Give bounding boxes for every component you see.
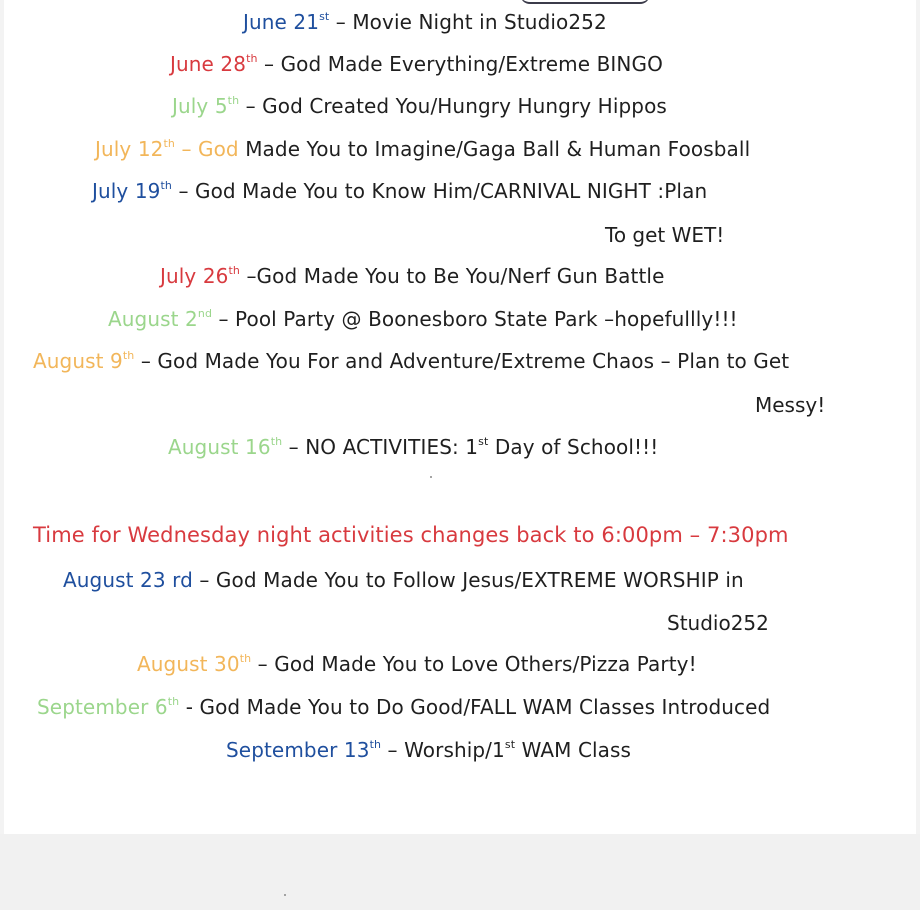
- event-text: Made You to Imagine/Gaga Ball & Human Foosball: [238, 137, 751, 161]
- event-date: July 19th: [92, 179, 172, 203]
- event-text-continuation: Studio252: [667, 611, 769, 635]
- schedule-line: [33, 347, 789, 375]
- scan-background: [0, 834, 920, 910]
- date-suffix: th: [246, 52, 258, 65]
- schedule-line: [63, 566, 744, 594]
- event-text: – God Made You to Love Others/Pizza Party!: [251, 652, 697, 676]
- schedule-line: [108, 305, 738, 333]
- top-decoration: [520, 0, 650, 4]
- event-text: – God Made You For and Adventure/Extreme Chaos – Plan to Get: [134, 349, 790, 373]
- event-text: – God Made You to Follow Jesus/EXTREME WORSHIP in: [192, 568, 744, 592]
- event-text: –God Made You to Be You/Nerf Gun Battle: [239, 264, 665, 288]
- schedule-line: [160, 262, 664, 290]
- event-text: WAM Class: [515, 738, 632, 762]
- schedule-line: [37, 693, 770, 721]
- schedule-line: [226, 736, 631, 764]
- date-suffix: th: [167, 695, 180, 708]
- schedule-line: [243, 8, 607, 36]
- event-text-continuation: Messy!: [755, 393, 826, 417]
- event-text: Day of School!!!: [488, 435, 659, 459]
- schedule-line: [95, 135, 750, 163]
- schedule-line: [172, 92, 667, 120]
- ordinal-suffix: st: [478, 435, 489, 448]
- date-suffix: th: [239, 652, 252, 665]
- event-date: July 5th: [172, 94, 240, 118]
- event-date: September 6th: [37, 695, 180, 719]
- time-change-note: [33, 521, 789, 549]
- date-suffix: th: [227, 94, 240, 107]
- event-date: July 26th: [160, 264, 240, 288]
- event-date: August 23 rd: [63, 568, 193, 592]
- date-suffix: th: [160, 179, 172, 192]
- date-suffix: th: [163, 137, 175, 150]
- event-date: July 12th: [95, 137, 175, 161]
- event-date: August 9th: [33, 349, 135, 373]
- event-text: - God Made You to Do Good/FALL WAM Classes Introduced: [179, 695, 771, 719]
- schedule-line: [170, 50, 663, 78]
- event-text-pre: – Worship/1: [381, 738, 505, 762]
- event-date: June 21st: [243, 10, 330, 34]
- schedule-line: [92, 177, 707, 205]
- event-text-colored: – God: [174, 137, 239, 161]
- event-text-continuation: To get WET!: [605, 223, 725, 247]
- event-text: – God Made You to Know Him/CARNIVAL NIGHT :Plan: [171, 179, 708, 203]
- event-text: – Pool Party @ Boonesboro State Park –hopefullly!!!: [212, 307, 738, 331]
- date-suffix: th: [228, 264, 240, 277]
- event-text: – God Created You/Hungry Hungry Hippos: [239, 94, 667, 118]
- date-suffix: nd: [197, 307, 213, 320]
- event-date: August 30th: [137, 652, 252, 676]
- event-date: August 16th: [168, 435, 283, 459]
- event-date: June 28th: [170, 52, 258, 76]
- scan-speck: [284, 894, 286, 896]
- event-text: – Movie Night in Studio252: [329, 10, 607, 34]
- date-suffix: th: [122, 349, 135, 362]
- date-suffix: st: [319, 10, 330, 23]
- event-text-pre: – NO ACTIVITIES: 1: [282, 435, 479, 459]
- date-suffix: th: [270, 435, 283, 448]
- date-suffix: th: [369, 738, 382, 751]
- schedule-line: [168, 433, 658, 461]
- event-date: September 13th: [226, 738, 382, 762]
- schedule-line: [137, 650, 697, 678]
- scan-speck: [430, 476, 432, 478]
- event-date: August 2nd: [108, 307, 213, 331]
- ordinal-suffix: st: [504, 738, 516, 751]
- event-text: – God Made Everything/Extreme BINGO: [257, 52, 663, 76]
- time-change-text: Time for Wednesday night activities changes back to 6:00pm – 7:30pm: [33, 523, 789, 547]
